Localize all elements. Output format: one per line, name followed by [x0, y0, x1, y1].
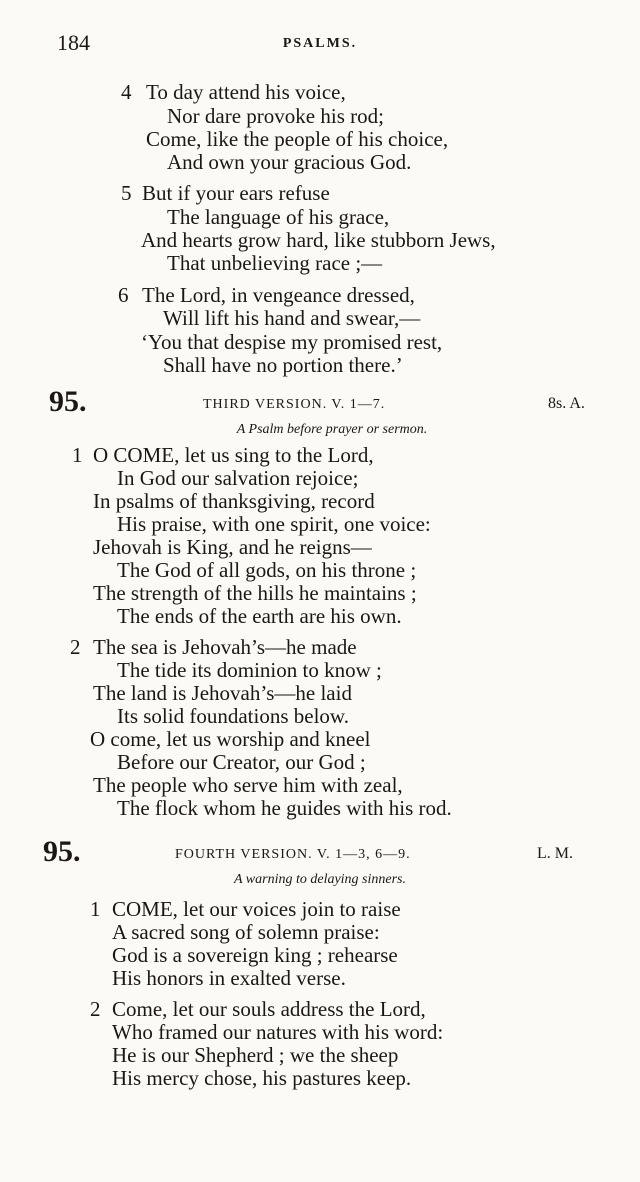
verse-line: The land is Jehovah’s—he laid [93, 681, 352, 705]
verse-line: Jehovah is King, and he reigns— [93, 535, 372, 559]
verse-line: O come, let us worship and kneel [90, 727, 371, 751]
verse-line: Before our Creator, our God ; [117, 750, 366, 774]
verse-line: Shall have no portion there.’ [163, 353, 403, 377]
verse-line: The strength of the hills he maintains ; [93, 581, 417, 605]
meter-label: L. M. [537, 845, 573, 862]
verse-line: The people who serve him with zeal, [93, 773, 403, 797]
verse-line: Come, let our souls address the Lord, [112, 997, 426, 1021]
stanza-number: 1 [90, 897, 101, 921]
hymn-number: 95. [49, 385, 87, 418]
version-heading: FOURTH VERSION. V. 1—3, 6—9. [175, 847, 411, 862]
verse-line: Come, like the people of his choice, [146, 127, 449, 151]
version-heading: THIRD VERSION. V. 1—7. [203, 397, 386, 412]
verse-line: COME, let our voices join to raise [112, 897, 401, 921]
stanza-number: 1 [72, 443, 83, 467]
verse-line: O COME, let us sing to the Lord, [93, 443, 374, 467]
verse-line: The flock whom he guides with his rod. [117, 796, 452, 820]
verse-line: And hearts grow hard, like stubborn Jews, [141, 228, 496, 252]
verse-line: He is our Shepherd ; we the sheep [112, 1043, 399, 1067]
stanza-number: 6 [118, 283, 129, 307]
verse-line: In God our salvation rejoice; [117, 466, 359, 490]
verse-line: Will lift his hand and swear,— [163, 306, 421, 330]
hymn-subtitle: A Psalm before prayer or sermon. [236, 422, 428, 437]
verse-line: Its solid foundations below. [117, 704, 349, 728]
hymn-number: 95. [43, 835, 81, 868]
verse-line: Who framed our natures with his word: [112, 1020, 444, 1044]
verse-line: His honors in exalted verse. [112, 966, 346, 990]
verse-line: God is a sovereign king ; rehearse [112, 943, 398, 967]
verse-line: ‘You that despise my promised rest, [141, 330, 443, 354]
verse-line: The tide its dominion to know ; [117, 658, 382, 682]
verse-line: But if your ears refuse [142, 181, 330, 205]
verse-line: In psalms of thanksgiving, record [93, 489, 375, 513]
verse-line: A sacred song of solemn praise: [112, 920, 380, 944]
verse-line: The God of all gods, on his throne ; [117, 558, 417, 582]
stanza-number: 2 [90, 997, 101, 1021]
hymn-subtitle: A warning to delaying sinners. [233, 872, 407, 887]
meter-label: 8s. A. [548, 395, 585, 412]
stanza-number: 2 [70, 635, 81, 659]
verse-line: Nor dare provoke his rod; [167, 104, 384, 128]
verse-line: The sea is Jehovah’s—he made [93, 635, 357, 659]
verse-line: His praise, with one spirit, one voice: [117, 512, 431, 536]
stanza-number: 4 [121, 80, 132, 104]
verse-line: The Lord, in vengeance dressed, [142, 283, 415, 307]
verse-line: His mercy chose, his pastures keep. [112, 1066, 412, 1090]
verse-line: The ends of the earth are his own. [117, 604, 402, 628]
verse-line: To day attend his voice, [146, 80, 346, 104]
page-number: 184 [57, 30, 90, 55]
verse-line: That unbelieving race ;— [167, 251, 383, 275]
stanza-number: 5 [121, 181, 132, 205]
verse-line: The language of his grace, [167, 205, 390, 229]
running-title: PSALMS. [282, 36, 358, 51]
verse-line: And own your gracious God. [167, 150, 412, 174]
page-header [0, 30, 640, 60]
